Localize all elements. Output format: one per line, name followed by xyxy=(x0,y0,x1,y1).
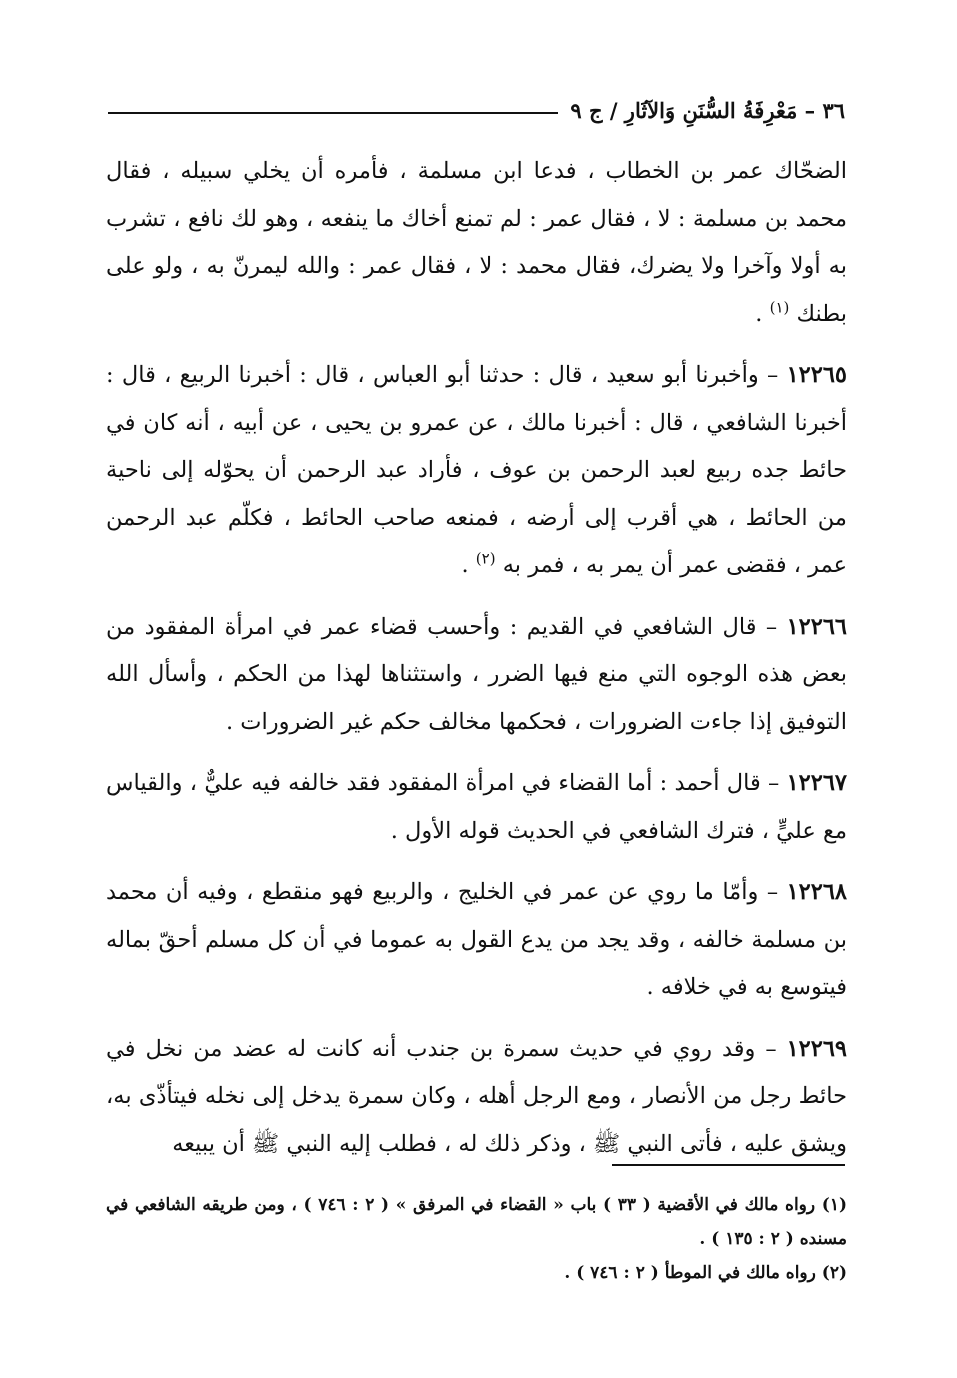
footnote-divider xyxy=(612,1164,845,1166)
hadith-number: ١٢٢٦٩ xyxy=(786,1035,847,1062)
paragraph-text: الضحّاك عمر بن الخطاب ، فدعا ابن مسلمة ، فأمره أن يخلي سبيله ، فقال محمد بن مسلمة : لا ، فقال عمر : لم تمنع أخاك ما ينفعه ، وهو لك نافع ، تشرب به أولا وآخرا ولا يضرك، فقال محمد : لا ، فقال عمر : والله ليمرنّ به ، ولو على بطنك xyxy=(106,158,847,327)
paragraph-12269 xyxy=(106,1026,847,1169)
paragraph-tail: . xyxy=(461,552,476,578)
hadith-number: ١٢٢٦٥ xyxy=(786,362,847,388)
main-text xyxy=(106,148,847,1182)
footnote-1: (١) رواه مالك في الأقضية ( ٣٣ ) باب « القضاء في المرفق » ( ٢ : ٧٤٦ ) ، ومن طريقه الشافعي في مسنده ( ٢ : ١٣٥ ) . xyxy=(106,1195,847,1249)
paragraph-12267 xyxy=(106,760,847,855)
footnotes xyxy=(106,1188,847,1290)
paragraph-12268 xyxy=(106,869,847,1012)
paragraph-tail: . xyxy=(755,300,770,327)
footnote-2: (٢) رواه مالك في الموطأ ( ٢ : ٧٤٦ ) . xyxy=(564,1263,847,1283)
paragraph-12266 xyxy=(106,604,847,747)
paragraph-text: – وأخبرنا أبو سعيد ، قال : حدثنا أبو العباس ، قال : أخبرنا الربيع ، قال : أخبرنا الشافعي ، قال : أخبرنا مالك ، عن عمرو بن يحيى ، عن أبيه ، أنه كان في حائط جده ربيع لعبد الرحمن بن عوف ، فأراد عبد الرحمن أن يحوّله إلى ناحية من الحائط ، هي أقرب إلى أرضه ، فمنعه صاحب الحائط ، فكلّم عبد الرحمن عمر ، فقضى عمر أن يمر به ، فمر به xyxy=(106,362,847,578)
paragraph-text: – وأمّا ما روي عن عمر في الخليج ، والربيع فهو منقطع ، وفيه أن محمد بن مسلمة خالفه ، وقد يجد من يدع القول به عموما في أن كل مسلم أحقّ بماله فيتوسع به في خلافه . xyxy=(106,879,847,1000)
page-header xyxy=(108,92,845,128)
footnote-ref[interactable]: (٢) xyxy=(475,549,496,568)
header-rule xyxy=(108,112,558,114)
paragraph-continuation xyxy=(106,148,847,338)
footnote-ref[interactable]: (١) xyxy=(769,298,790,316)
hadith-number: ١٢٢٦٨ xyxy=(786,879,847,905)
hadith-number: ١٢٢٦٦ xyxy=(786,613,847,640)
paragraph-text: – قال الشافعي في القديم : وأحسب قضاء عمر في امرأة المفقود من بعض هذه الوجوه التي منع فيها الضرر ، واستثناها لهذا من الحكم ، وأسأل الله التوفيق إذا جاءت الضرورات ، فحكمها مخالف حكم غير الضرورات . xyxy=(106,613,847,735)
paragraph-12265 xyxy=(106,352,847,590)
running-title: ٣٦ – مَعْرِفَةُ السُّنَنِ وَالآثَارِ / ج ٩ xyxy=(570,97,845,123)
paragraph-text: – قال أحمد : أما القضاء في امرأة المفقود فقد خالفه فيه عليٌّ ، والقياس مع عليٍّ ، فترك الشافعي في الحديث قوله الأول . xyxy=(106,770,847,844)
hadith-number: ١٢٢٦٧ xyxy=(786,770,847,796)
paragraph-text: – وقد روي في حديث سمرة بن جندب أنه كانت له عضد من نخل في حائط رجل من الأنصار ، ومع الرجل أهله ، وكان سمرة يدخل إلى نخله فيتأذّى به، ويشق عليه ، فأتى النبي ﷺ ، وذكر ذلك له ، فطلب إليه النبي ﷺ أن يبيعه xyxy=(106,1035,847,1157)
